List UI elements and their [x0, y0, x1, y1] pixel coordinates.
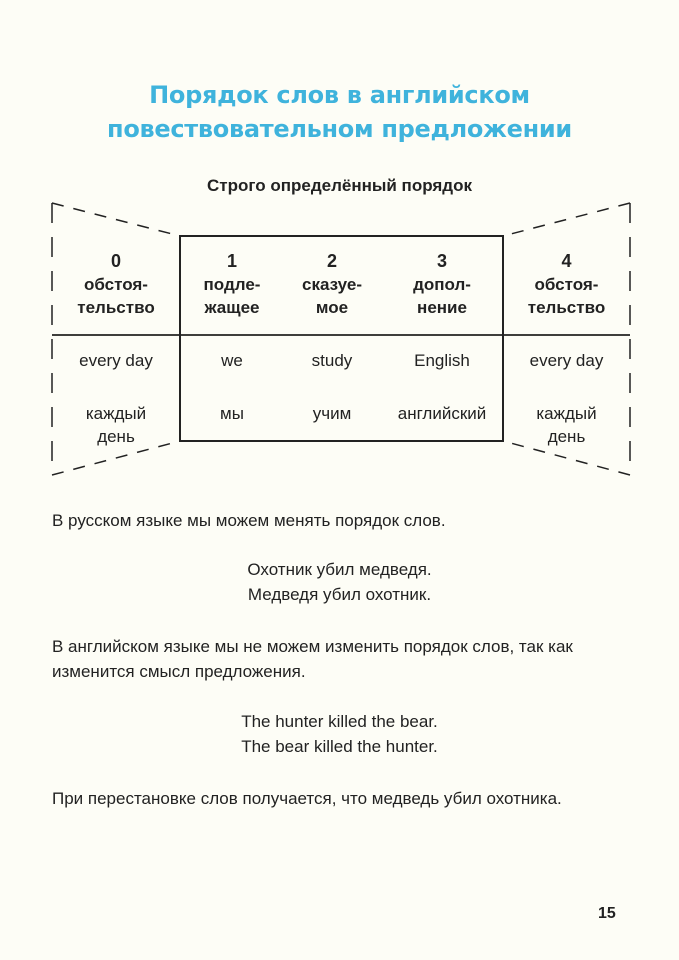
column-3-header [383, 250, 501, 319]
column-4-name-line2: тельство [527, 298, 606, 317]
column-4-name-line1: обстоя- [534, 275, 599, 294]
column-4-russian-line1: каждый [536, 404, 597, 423]
column-3-russian: английский [397, 404, 487, 423]
conclusion-text: При перестановке слов получается, что медведь убил охотника. [52, 789, 562, 808]
column-1-english: we [221, 351, 243, 370]
column-0-name-line2: тельство [77, 298, 155, 317]
column-4-header [503, 250, 630, 319]
column-4-russian [503, 402, 630, 448]
column-3-number: 3 [436, 251, 447, 271]
russian-example-1: Охотник убил медведя. [247, 560, 432, 579]
column-4-english: every day [529, 351, 604, 370]
column-1-header [183, 250, 281, 319]
column-0-russian-line2: день [97, 427, 135, 446]
russian-word-order-text: В русском языке мы можем менять порядок слов. [52, 511, 446, 530]
column-2-english: study [311, 351, 353, 370]
column-2-russian: учим [312, 404, 352, 423]
column-0-russian [52, 402, 180, 448]
column-0-name-line1: обстоя- [84, 275, 148, 294]
column-2-name-line1: сказуе- [302, 275, 362, 294]
column-2-number: 2 [326, 251, 337, 271]
column-0-header [52, 250, 180, 319]
column-2-header [283, 250, 381, 319]
column-2-name-line2: мое [315, 298, 349, 317]
right-top-dashed-edge [503, 203, 630, 236]
column-1-name-line1: подле- [203, 275, 261, 294]
russian-example-2: Медведя убил охотник. [247, 585, 432, 604]
column-1-russian: мы [220, 404, 244, 423]
english-examples [0, 709, 679, 759]
english-example-1: The hunter killed the bear. [241, 712, 438, 731]
title-line-1: Порядок слов в английском [149, 81, 530, 109]
column-4-russian-line2: день [547, 427, 586, 446]
column-0-number: 0 [110, 251, 121, 271]
column-3-name-line1: допол- [413, 275, 471, 294]
column-3-name-line2: нение [417, 298, 467, 317]
title-line-2: повествовательном предложении [107, 115, 572, 143]
page-number: 15 [598, 905, 616, 922]
russian-examples [0, 557, 679, 607]
column-0-russian-line1: каждый [85, 404, 147, 423]
english-word-order-text: В английском языке мы не можем изменить порядок слов, так как изменится смысл предложения. [52, 637, 573, 681]
column-0-english: every day [79, 351, 153, 370]
left-top-dashed-edge [52, 203, 180, 236]
column-1-number: 1 [226, 251, 237, 271]
english-example-2: The bear killed the hunter. [241, 737, 438, 756]
column-3-english: English [414, 351, 470, 370]
column-4-number: 4 [561, 251, 572, 271]
table-subtitle: Строго определённый порядок [207, 176, 472, 195]
column-1-name-line2: жащее [204, 298, 260, 317]
